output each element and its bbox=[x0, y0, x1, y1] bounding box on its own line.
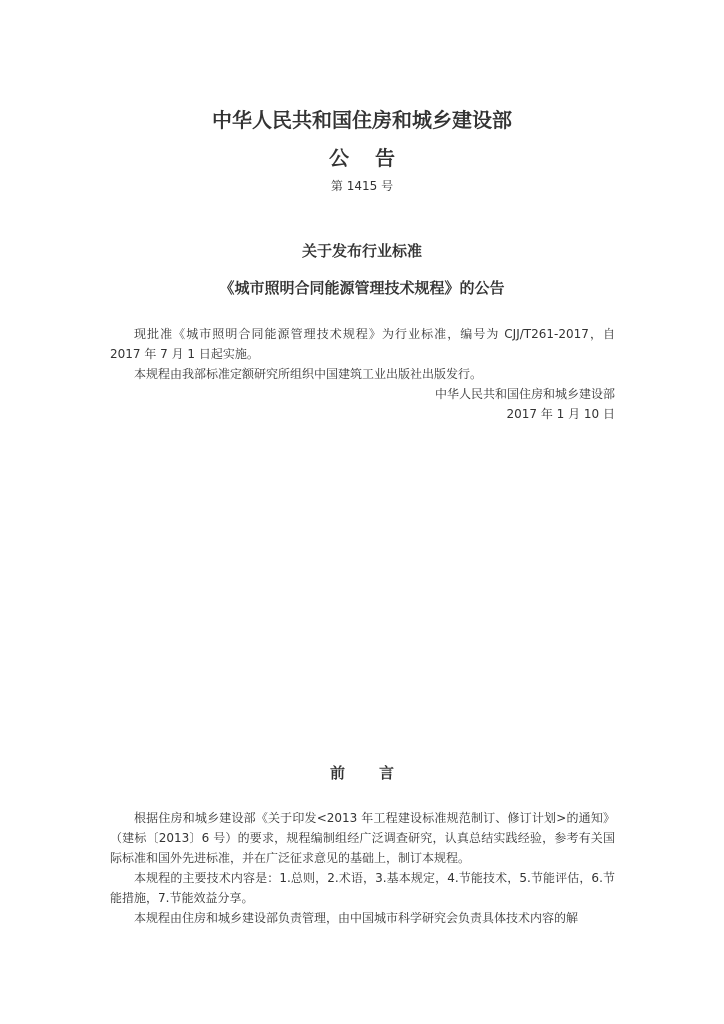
notice-date: 2017 年 1 月 10 日 bbox=[506, 407, 615, 421]
notice-paragraph-1: 现批准《城市照明合同能源管理技术规程》为行业标准，编号为 CJJ/T261-2017，自 2017 年 7 月 1 日起实施。 bbox=[110, 327, 615, 361]
notice-number: 第 1415 号 bbox=[330, 179, 394, 193]
notice-paragraph-2: 本规程由我部标准定额研究所组织中国建筑工业出版社出版发行。 bbox=[134, 367, 483, 381]
preface-paragraph-2: 本规程的主要技术内容是：1.总则，2.术语，3.基本规定，4.节能技术，5.节能评估，6.节能措施，7.节能效益分享。 bbox=[110, 871, 615, 905]
notice-title-char-2: 告 bbox=[375, 146, 395, 170]
subject-line-1: 关于发布行业标准 bbox=[301, 242, 422, 260]
subject-line-2: 《城市照明合同能源管理技术规程》的公告 bbox=[219, 279, 505, 297]
preface-paragraph-1: 根据住房和城乡建设部《关于印发<2013 年工程建设标准规范制订、修订计划>的通知》（建标〔2013〕6 号）的要求，规程编制组经广泛调查研究，认真总结实践经验，参考有关国际标准和国外先进标准，并在广泛征求意见的基础上，制订本规程。 bbox=[110, 811, 615, 865]
preface-paragraph-3: 本规程由住房和城乡建设部负责管理，由中国城市科学研究会负责具体技术内容的解 bbox=[134, 911, 579, 925]
notice-body bbox=[110, 324, 615, 424]
preface-body bbox=[110, 808, 615, 928]
notice-signer: 中华人民共和国住房和城乡建设部 bbox=[434, 387, 615, 401]
preface-heading bbox=[0, 762, 724, 783]
preface-heading-char-1: 前 bbox=[329, 764, 345, 782]
preface-heading-char-2: 言 bbox=[379, 764, 395, 782]
notice-title-char-1: 公 bbox=[329, 146, 349, 170]
notice-title bbox=[0, 142, 724, 171]
ministry-title: 中华人民共和国住房和城乡建设部 bbox=[212, 108, 512, 132]
